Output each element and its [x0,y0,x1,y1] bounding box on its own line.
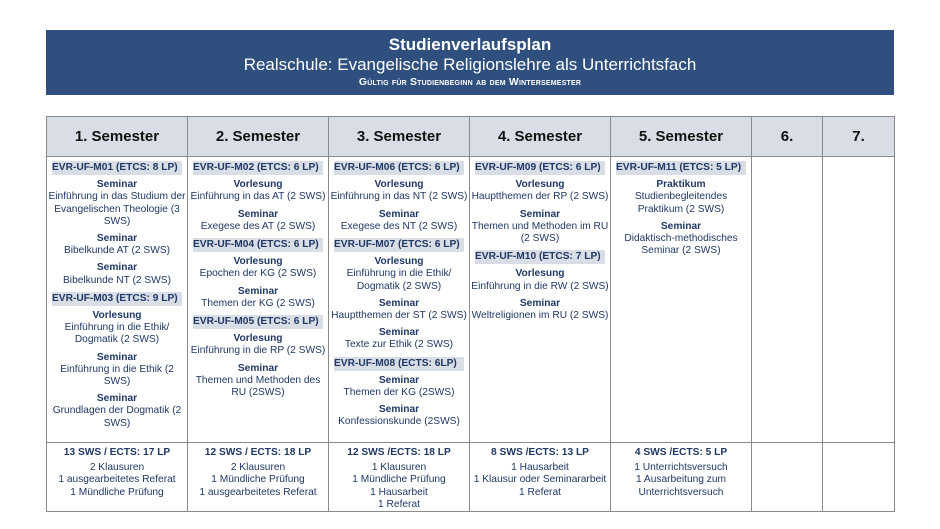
summary-totals: 8 SWS /ECTS: 13 LP [491,447,589,458]
course-type: Seminar [378,327,420,339]
exam-requirement: 1 Mündliche Prüfung [70,486,164,498]
semester-header-row [47,117,895,157]
summary-totals: 12 SWS /ECTS: 18 LP [347,447,451,458]
semester-modules [188,157,328,399]
semester-header: 3. Semester [329,117,470,157]
course-type: Seminar [378,374,420,386]
semester-modules [47,157,187,430]
course-type: Vorlesung [515,179,565,191]
course-type: Seminar [378,297,420,309]
course-title: Bibelkunde AT (2 SWS) [63,245,171,257]
course-type: Seminar [96,393,138,405]
course-type: Seminar [519,208,561,220]
course-type: Seminar [237,208,279,220]
exam-requirement: 1 Hausarbeit [370,486,428,498]
course-title: Einführung in das AT (2 SWS) [190,191,326,203]
semester-modules [470,157,610,322]
course-type: Seminar [378,404,420,416]
exam-requirement: 1 ausgearbeitetes Referat [58,474,176,486]
semester-summary [188,443,328,499]
semester-header: 5. Semester [611,117,752,157]
semester-summary [47,443,187,499]
semester-header: 6. [752,117,823,157]
course-type: Praktikum [656,179,706,191]
module-code: EVR-UF-M08 (ECTS: 6LP) [334,357,464,371]
course-title: Einführung in die Ethik/ Dogmatik (2 SWS) [346,268,452,292]
module-code: EVR-UF-M02 (ETCS: 6 LP) [193,161,323,175]
page-title: Studienverlaufsplan [388,35,552,54]
semester-modules [329,157,469,429]
title-banner [46,30,894,95]
page-subtitle: Realschule: Evangelische Religionslehre als Unterrichtsfach [243,55,697,74]
course-title: Didaktisch-methodisches Seminar (2 SWS) [624,233,738,257]
semester-modules [611,157,751,257]
course-type: Vorlesung [233,333,283,345]
course-type: Seminar [378,208,420,220]
course-type: Seminar [660,220,702,232]
course-type: Vorlesung [515,268,565,280]
course-title: Epochen der KG (2 SWS) [199,268,317,280]
course-type: Vorlesung [92,310,142,322]
course-title: Themen und Methoden im RU (2 SWS) [471,220,609,245]
exam-requirement: 1 Referat [519,486,561,498]
course-type: Seminar [96,351,138,363]
course-title: Einführung in die RW (2 SWS) [471,280,609,292]
course-title: Einführung in die RP (2 SWS) [190,345,326,357]
modules-row [47,157,895,443]
course-title: Hauptthemen der ST (2 SWS) [331,310,467,322]
summary-totals: 12 SWS / ECTS: 18 LP [204,447,312,458]
course-type: Vorlesung [233,179,283,191]
exam-requirement: 2 Klausuren [230,462,286,474]
course-title: Hauptthemen der RP (2 SWS) [471,191,609,203]
course-title: Weltreligionen im RU (2 SWS) [471,310,609,322]
exam-requirement: 1 Mündliche Prüfung [352,474,446,486]
study-plan-table [46,116,895,512]
semester-summary [329,443,469,511]
exam-requirement: 1 Mündliche Prüfung [211,474,305,486]
course-title: Studienbegleitendes Praktikum (2 SWS) [634,191,728,215]
course-title: Themen und Methoden des RU (2SWS) [195,374,321,399]
exam-requirement: 2 Klausuren [89,462,145,474]
module-code: EVR-UF-M05 (ETCS: 6 LP) [193,315,323,329]
course-title: Exegese des NT (2 SWS) [340,220,458,232]
module-code: EVR-UF-M11 (ETCS: 5 LP) [616,161,746,175]
summary-totals: 13 SWS / ECTS: 17 LP [63,447,171,458]
course-title: Grundlagen der Dogmatik (2 SWS) [52,405,182,429]
module-code: EVR-UF-M01 (ETCS: 8 LP) [52,161,182,175]
course-type: Seminar [96,262,138,274]
semester-header: 2. Semester [188,117,329,157]
course-title: Exegese des AT (2 SWS) [200,220,316,232]
course-title: Themen der KG (2 SWS) [201,297,315,309]
semester-summary [611,443,751,499]
module-code: EVR-UF-M10 (ETCS: 7 LP) [475,250,605,264]
exam-requirement: 1 Ausarbeitung zum Unterrichtsversuch [635,474,727,498]
course-type: Vorlesung [374,179,424,191]
course-title: Texte zur Ethik (2 SWS) [344,339,454,351]
semester-summary [823,443,894,447]
course-type: Vorlesung [374,256,424,268]
exam-requirement: 1 Unterrichtsversuch [634,462,728,474]
validity-note: Gültig für Studienbeginn ab dem Wintersemester [358,76,582,88]
semester-summary [470,443,610,499]
exam-requirement: 1 Hausarbeit [511,462,569,474]
module-code: EVR-UF-M07 (ETCS: 6 LP) [334,238,464,252]
module-code: EVR-UF-M04 (ETCS: 6 LP) [193,238,323,252]
semester-header: 1. Semester [47,117,188,157]
semester-summary [752,443,822,447]
course-type: Seminar [519,297,561,309]
course-type: Seminar [96,233,138,245]
summary-row [47,443,895,512]
semester-modules [752,157,822,159]
exam-requirement: 1 Klausur oder Seminararbeit [473,474,607,486]
exam-requirement: 1 Referat [378,498,420,510]
course-title: Einführung in das NT (2 SWS) [330,191,468,203]
course-type: Seminar [237,362,279,374]
exam-requirement: 1 ausgearbeitetes Referat [199,486,317,498]
course-title: Einführung in die Ethik/ Dogmatik (2 SWS) [64,322,170,346]
course-title: Einführung in das Studium der Evangelischen Theologie (3 SWS) [48,191,186,227]
course-type: Vorlesung [233,256,283,268]
semester-modules [823,157,894,159]
module-code: EVR-UF-M03 (ETCS: 9 LP) [52,292,182,306]
course-title: Bibelkunde NT (2 SWS) [63,274,171,286]
semester-header: 4. Semester [470,117,611,157]
semester-header: 7. [823,117,895,157]
course-title: Einführung in die Ethik (2 SWS) [60,363,174,388]
course-title: Themen der KG (2SWS) [343,387,455,399]
course-type: Seminar [96,179,138,191]
summary-totals: 4 SWS /ECTS: 5 LP [634,447,728,458]
module-code: EVR-UF-M09 (ETCS: 6 LP) [475,161,605,175]
exam-requirement: 1 Klausuren [371,462,427,474]
module-code: EVR-UF-M06 (ETCS: 6 LP) [334,161,464,175]
course-title: Konfessionskunde (2SWS) [338,416,460,428]
course-type: Seminar [237,285,279,297]
